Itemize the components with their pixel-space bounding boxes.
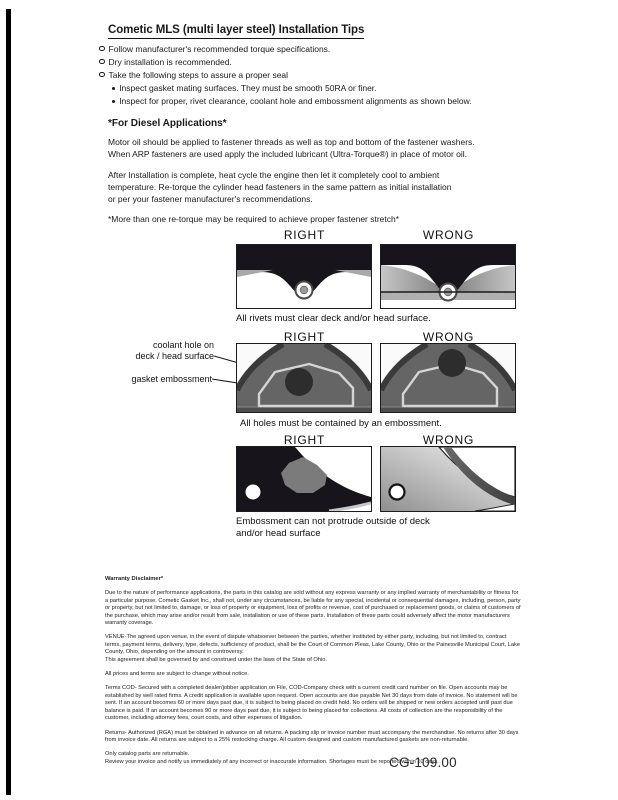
row3-right-label: RIGHT <box>283 433 326 447</box>
list-item <box>99 43 529 56</box>
row2-caption: All holes must be contained by an embossment. <box>240 418 442 429</box>
list-item-text: Take the following steps to assure a proper seal <box>108 70 289 80</box>
list-item <box>99 69 529 82</box>
paragraph-line: or per your fastener manufacturer's recommendations. <box>108 194 313 204</box>
row1-right-label: RIGHT <box>283 228 326 242</box>
legal-paragraph: All prices and terms are subject to change without notice. <box>105 671 249 678</box>
diesel-applications-heading: *For Diesel Applications* <box>108 118 227 129</box>
legal-paragraph: Only catalog parts are returnable. <box>105 751 190 758</box>
caption-line: and/or head surface <box>236 527 321 539</box>
list-item <box>99 56 529 69</box>
caption-line: Embossment can not protrude outside of deck <box>236 516 430 527</box>
annotation-line: deck / head surface <box>135 351 214 361</box>
annotation-line: coolant hole on <box>152 340 214 350</box>
dot-bullet-icon <box>112 100 115 103</box>
legal-paragraph: This agreement shall be governed by and construed under the laws of the State of Ohio. <box>105 656 327 663</box>
warranty-disclaimer-section <box>105 576 523 773</box>
dot-bullet-icon <box>112 87 115 90</box>
list-item <box>99 95 529 108</box>
scan-edge-bar <box>6 9 11 795</box>
row1-wrong-label: WRONG <box>422 228 475 242</box>
paragraph-line: When ARP fasteners are used apply the included lubricant (Ultra-Torque®) in place of motor oil. <box>108 149 468 159</box>
list-item-text: Follow manufacturer's recommended torque specifications. <box>108 44 331 54</box>
embossment-wrong-diagram <box>380 446 516 512</box>
row3-wrong-label: WRONG <box>422 433 475 447</box>
row2-right-label: RIGHT <box>283 330 326 344</box>
legal-paragraph: Due to the nature of performance applications, the parts in this catalog are sold without any express warranty or any implied warranty of merchantability or fitness for a particular purpose. Cometic Gasket Inc., shall not, under any circumstances, be liable for any special, incidental or consequential damages, including, person, party or property, but not limited to, damage, or loss of property or equipment, loss of profits or revenue, cost of purchased or replacement goods, or claims of customers of the purchase, which may arise and/or result from sale, installation or use of these parts. Installation of these parts could adversely affect the motor manufacturers warranty coverage. <box>105 590 521 627</box>
coolant-hole-right-diagram <box>236 343 372 413</box>
row1-caption: All rivets must clear deck and/or head surface. <box>236 313 431 324</box>
list-item-text: Inspect for proper, rivet clearance, coolant hole and embossment alignments as shown below. <box>119 96 472 106</box>
page-number: CG-109.00 <box>389 755 457 770</box>
circle-bullet-icon <box>99 59 105 65</box>
list-item <box>99 82 529 95</box>
diesel-paragraph-2 <box>108 169 518 205</box>
retorque-note: *More than one re-torque may be required to achieve proper fastener stretch* <box>108 214 400 224</box>
installation-tips-list <box>99 43 529 108</box>
legal-paragraph: Review your invoice and notify us immediately of any incorrect or inaccurate information. Shortages must be reported within 10 days. <box>105 758 439 765</box>
paragraph-line: temperature. Re-torque the cylinder head fasteners in the same pattern as initial installation <box>108 182 452 192</box>
row3-caption <box>236 516 430 539</box>
coolant-hole-wrong-diagram <box>380 343 516 413</box>
circle-bullet-icon <box>99 72 105 78</box>
embossment-right-diagram <box>236 446 372 512</box>
rivet-right-diagram <box>236 244 372 309</box>
warranty-disclaimer-heading: Warranty Disclaimer* <box>105 576 164 582</box>
coolant-hole-annotation <box>110 340 214 362</box>
gasket-embossment-annotation: gasket embossment <box>131 374 212 384</box>
legal-paragraph: Terms COD- Secured with a completed dealer/jobber application on File, COD-Company check with a current credit card number on file. Open accounts may be established by well rated firms. A credit application is available upon request. Open accounts are due payable Net 30 days from date of invoice. No statement will be sent. If an account becomes 60 or more days past due, it is subject to being placed on credit hold. No orders will be shipped or new orders accepted until past due balance is paid. If an account becomes 90 or more days past due, it is subject to being placed for collections. All costs of collection are the responsibility of the customer, including attorney fees, court costs, and other expenses of litigation. <box>105 685 518 722</box>
paragraph-line: Motor oil should be applied to fastener threads as well as top and bottom of the fastener washers. <box>108 137 475 147</box>
legal-paragraph-group <box>105 634 523 664</box>
legal-paragraph-group <box>105 751 523 766</box>
paragraph-line: After Installation is complete, heat cycle the engine then let it completely cool to ambient <box>108 170 440 180</box>
circle-bullet-icon <box>99 46 105 52</box>
page-title: Cometic MLS (multi layer steel) Installation Tips <box>108 24 364 39</box>
legal-paragraph: Returns- Authorized (RGA) must be obtained in advance on all returns. A packing slip or invoice number must accompany the merchandise. No returns after 30 days from invoice date. All returns are subject to a 25% restocking charge. All custom designed and custom manufactured gaskets are non-returnable. <box>105 729 519 743</box>
list-item-text: Inspect gasket mating surfaces. They must be smooth 50RA or finer. <box>119 83 377 93</box>
rivet-wrong-diagram <box>380 244 516 309</box>
legal-paragraph: VENUE-The agreed upon venue, in the event of dispute whatsoever between the parties, whether instituted by either party, including, but not limited to, contract terms, payment terms, delivery, type, defects, sufficiency of product, shall be the Court of Common Pleas, Lake County, Ohio or the Painesville Municipal Court, Lake County, Ohio, depending on the amount in controversy. <box>105 634 521 656</box>
row2-wrong-label: WRONG <box>422 330 475 344</box>
list-item-text: Dry installation is recommended. <box>108 57 232 67</box>
diesel-paragraph-1 <box>108 136 518 160</box>
